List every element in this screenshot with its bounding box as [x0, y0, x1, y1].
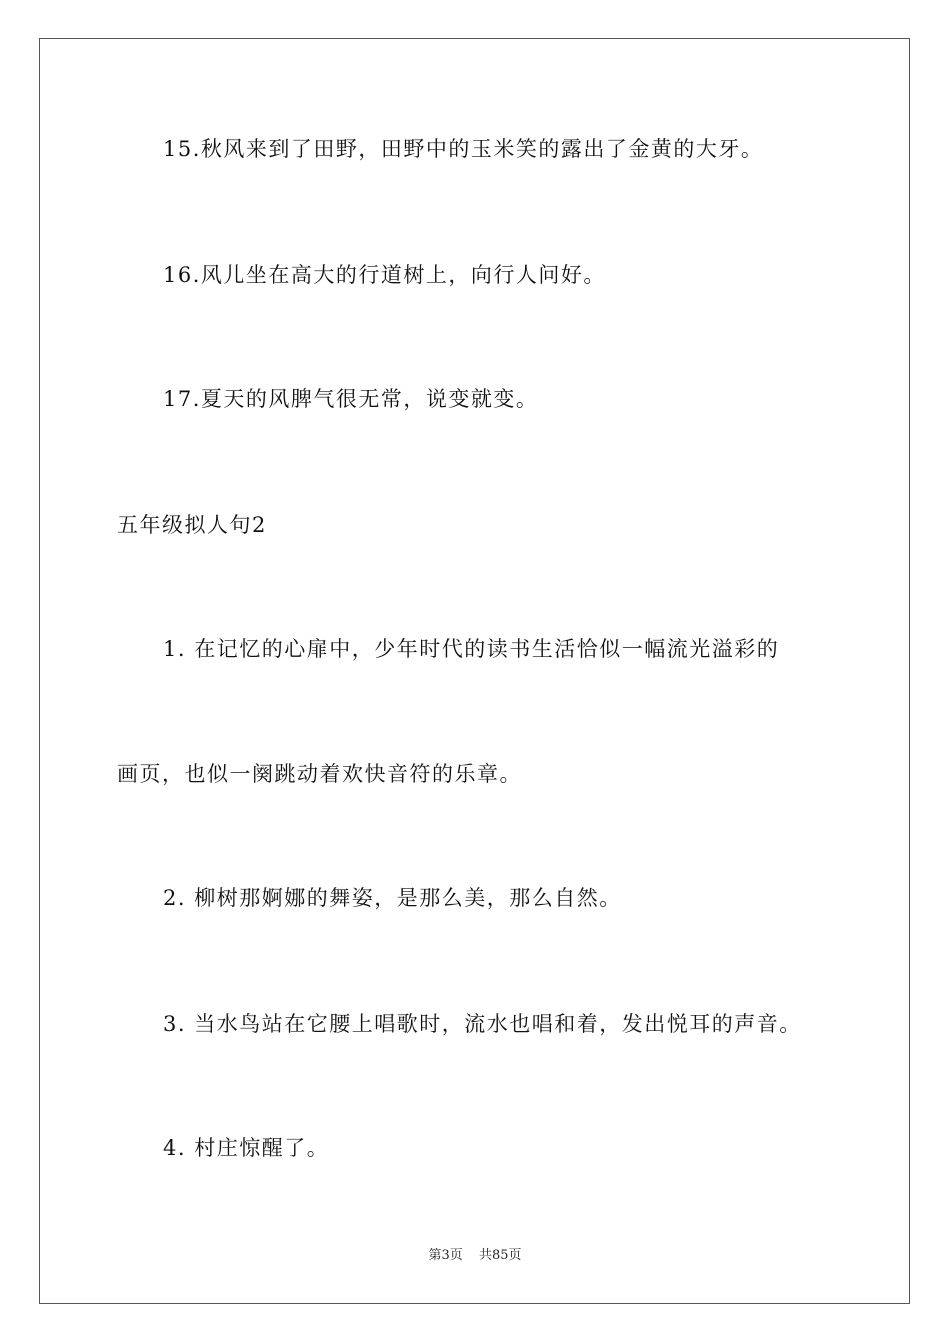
- page-footer: [0, 1247, 950, 1265]
- sentence-1-line-2: 画页，也似一阕跳动着欢快音符的乐章。: [117, 762, 522, 786]
- page-number: 第3页: [428, 1248, 463, 1263]
- page-frame: [39, 38, 910, 1304]
- sentence-16: 16.风儿坐在高大的行道树上，向行人问好。: [163, 263, 606, 287]
- section-heading: 五年级拟人句2: [117, 513, 267, 537]
- sentence-3: 3. 当水鸟站在它腰上唱歌时，流水也唱和着，发出悦耳的声音。: [163, 1012, 802, 1036]
- sentence-2: 2. 柳树那婀娜的舞姿，是那么美，那么自然。: [163, 886, 622, 910]
- page-total: 共85页: [478, 1248, 522, 1263]
- sentence-1-line-1: 1. 在记忆的心扉中，少年时代的读书生活恰似一幅流光溢彩的: [163, 637, 780, 661]
- sentence-15: 15.秋风来到了田野，田野中的玉米笑的露出了金黄的大牙。: [163, 137, 764, 161]
- sentence-4: 4. 村庄惊醒了。: [163, 1136, 330, 1160]
- sentence-17: 17.夏天的风脾气很无常，说变就变。: [163, 387, 539, 411]
